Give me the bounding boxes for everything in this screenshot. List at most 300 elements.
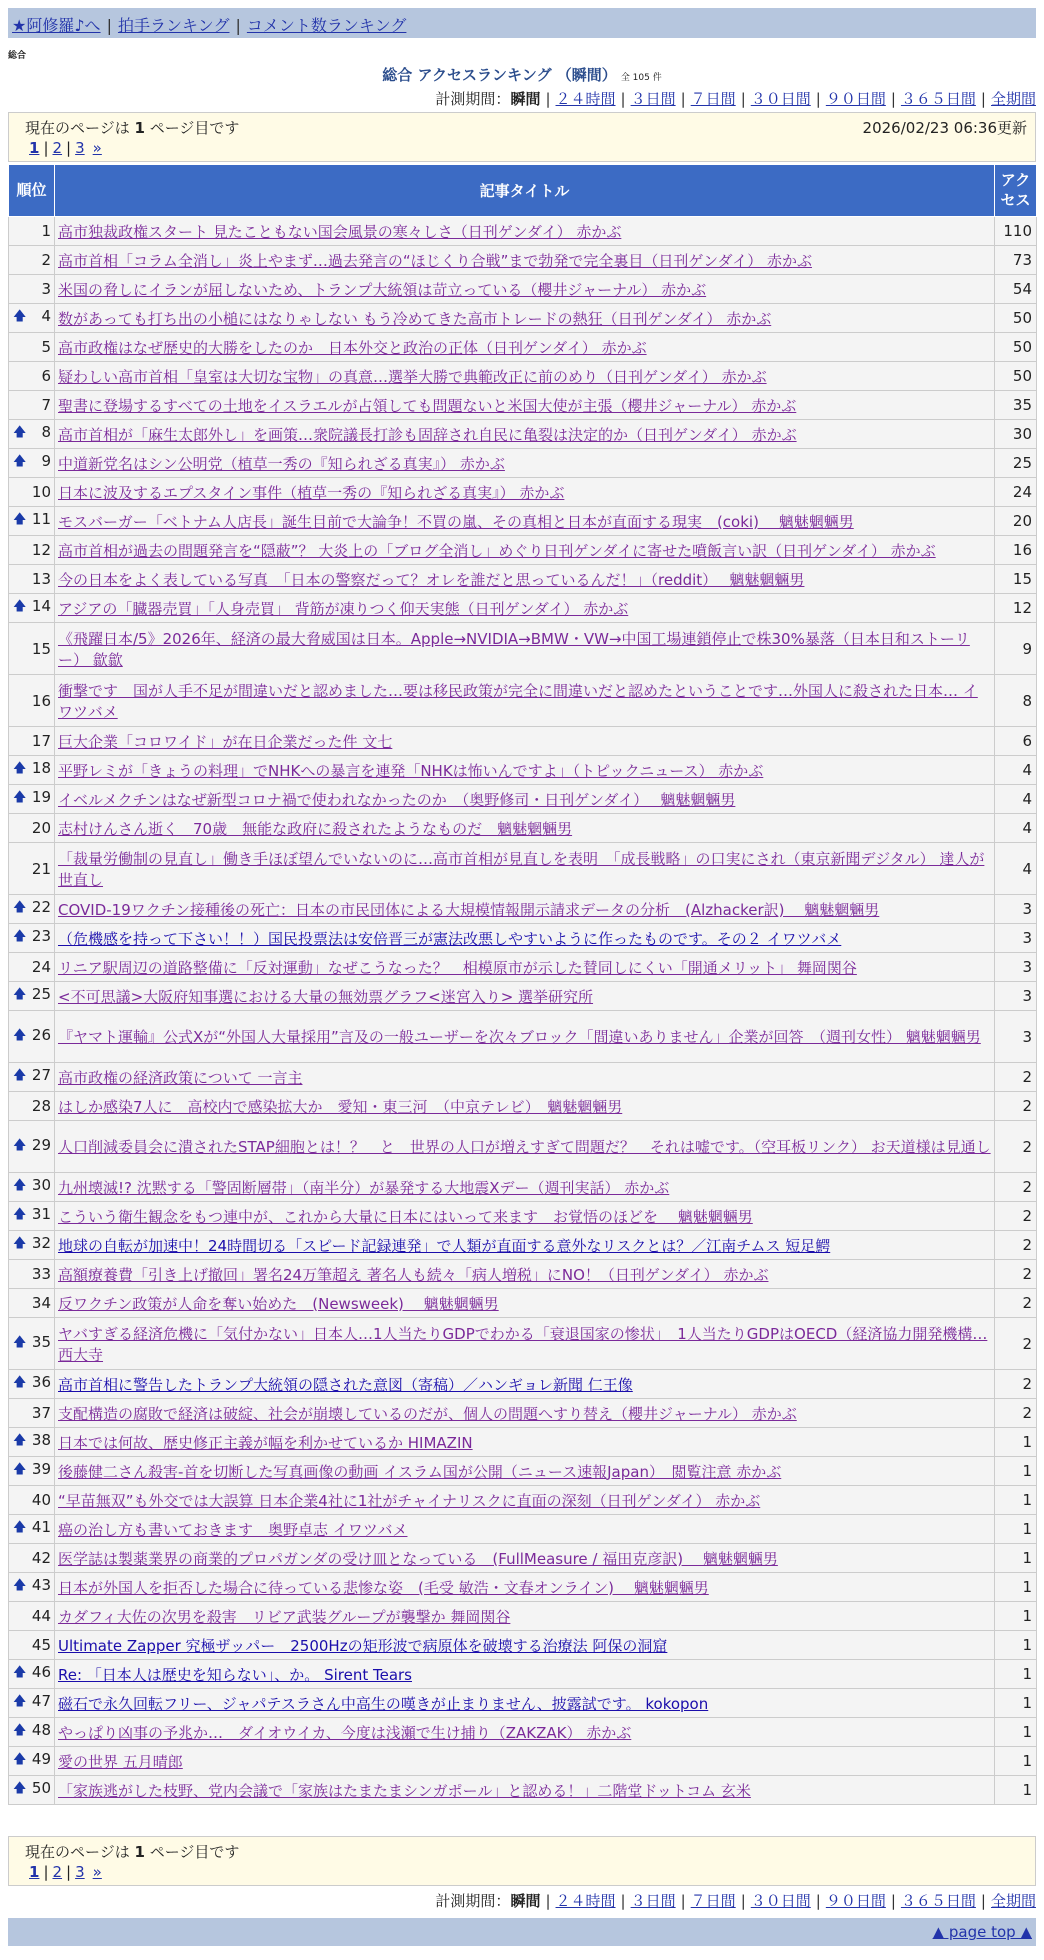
article-title-link[interactable]: 志村けんさん逝く 70歳 無能な政府に殺されたようなものだ 魑魅魍魎男	[58, 819, 573, 838]
ranking-row	[9, 982, 1037, 1011]
access-count: 3	[995, 982, 1037, 1011]
rank-up-arrow-icon: 🡅	[13, 1068, 27, 1083]
title-cell	[55, 246, 995, 275]
rank-up-arrow-icon: 🡅	[13, 1781, 27, 1796]
article-title-link[interactable]: リニア駅周辺の道路整備に「反対運動」なぜこうなった？ 相模原市が示した賛同しにくい「開通メリット」 舞岡関谷	[58, 958, 857, 977]
ranking-row	[9, 1260, 1037, 1289]
col-access-header: アクセス	[995, 165, 1037, 217]
page-link[interactable]: 2	[52, 139, 63, 157]
article-title-link[interactable]: 数があっても打ち出の小槌にはなりゃしない もう冷めてきた高市トレードの熱狂（日刊ゲンダイ） 赤かぶ	[58, 309, 772, 328]
ranking-row	[9, 1544, 1037, 1573]
rank-number: 43	[31, 1576, 51, 1594]
ranking-row	[9, 924, 1037, 953]
ranking-row	[9, 1428, 1037, 1457]
rank-cell	[9, 1660, 55, 1689]
rank-cell	[9, 756, 55, 785]
article-title-link[interactable]: モスバーガー「ベトナム人店長」誕生目前で大論争！不買の嵐、その真相と日本が直面する現実 (coki) 魑魅魍魎男	[58, 512, 854, 531]
rank-cell	[9, 727, 55, 756]
period-option-link[interactable]: ２４時間	[555, 90, 616, 108]
page-separator: |	[43, 139, 49, 157]
access-count: 1	[995, 1486, 1037, 1515]
article-title-link[interactable]: 「裁量労働制の見直し」働き手ほぼ望んでいないのに…高市首相が見直しを表明 「成長戦略」の口実にされ（東京新聞デジタル） 達人が世直し	[58, 849, 985, 889]
article-title-link[interactable]: 日本では何故、歴史修正主義が幅を利かせているか HIMAZIN	[58, 1433, 473, 1452]
article-title-link[interactable]: 平野レミが「きょうの料理」でNHKへの暴言を連発「NHKは怖いんですよ」（トピックニュース） 赤かぶ	[58, 761, 764, 780]
ranking-row	[9, 478, 1037, 507]
ranking-row	[9, 1370, 1037, 1399]
title-cell	[55, 1202, 995, 1231]
ranking-row	[9, 536, 1037, 565]
article-title-link[interactable]: 癌の治し方も書いておきます 奥野卓志 イワツバメ	[58, 1520, 408, 1539]
ranking-row	[9, 420, 1037, 449]
title-cell	[55, 924, 995, 953]
ranking-row	[9, 391, 1037, 420]
rank-cell	[9, 1318, 55, 1370]
ranking-row	[9, 1092, 1037, 1121]
ranking-row	[9, 1202, 1037, 1231]
period-option-link[interactable]: ９０日間	[825, 1892, 886, 1910]
title-cell	[55, 1660, 995, 1689]
period-option-link[interactable]: 全期間	[990, 90, 1036, 108]
title-cell	[55, 895, 995, 924]
rank-cell	[9, 1428, 55, 1457]
rank-up-arrow-icon: 🡅	[13, 454, 27, 469]
rank-cell	[9, 1092, 55, 1121]
rank-number: 25	[31, 985, 51, 1003]
ranking-row	[9, 594, 1037, 623]
access-count: 73	[995, 246, 1037, 275]
rank-cell	[9, 1631, 55, 1660]
rank-cell	[9, 362, 55, 391]
title-cell	[55, 1231, 995, 1260]
period-option-link[interactable]: 全期間	[990, 1892, 1036, 1910]
article-title-link[interactable]: 高市政権の経済政策について 一言主	[58, 1068, 303, 1087]
title-cell	[55, 1399, 995, 1428]
rank-cell	[9, 982, 55, 1011]
article-title-link[interactable]: 高市首相が過去の問題発言を“隠蔽”？ 大炎上の「ブログ全消し」めぐり日刊ゲンダイに寄せた噴飯言い訳（日刊ゲンダイ） 赤かぶ	[58, 541, 936, 560]
rank-number: 10	[31, 483, 51, 501]
ranking-row	[9, 1289, 1037, 1318]
period-current: 瞬間	[510, 1892, 541, 1910]
rank-number: 24	[31, 958, 51, 976]
rank-up-arrow-icon: 🡅	[13, 929, 27, 944]
rank-number: 20	[31, 819, 51, 837]
rank-up-arrow-icon: 🡅	[13, 1694, 27, 1709]
ranking-row	[9, 1063, 1037, 1092]
rank-number: 39	[31, 1460, 51, 1478]
access-count: 2	[995, 1231, 1037, 1260]
ranking-row	[9, 217, 1037, 246]
rank-up-arrow-icon: 🡅	[13, 1752, 27, 1767]
rank-cell	[9, 924, 55, 953]
rank-number: 41	[31, 1518, 51, 1536]
rank-up-arrow-icon: 🡅	[13, 1665, 27, 1680]
page-link-current[interactable]: 1	[29, 139, 40, 157]
ranking-header-row	[9, 165, 1037, 217]
title-cell	[55, 217, 995, 246]
rank-number: 50	[31, 1779, 51, 1797]
article-title-link[interactable]: 支配構造の腐敗で経済は破綻、社会が崩壊しているのだが、個人の問題へすり替え（櫻井ジャーナル） 赤かぶ	[58, 1404, 797, 1423]
current-page-pre: 現在のページは	[25, 119, 135, 137]
article-title-link[interactable]: 巨大企業「コロワイド」が在日企業だった件 文七	[58, 732, 393, 751]
col-rank-header: 順位	[9, 165, 55, 217]
ranking-row	[9, 1602, 1037, 1631]
rank-cell	[9, 217, 55, 246]
access-count: 1	[995, 1457, 1037, 1486]
title-cell	[55, 1747, 995, 1776]
ranking-row	[9, 623, 1037, 675]
article-title-link[interactable]: 人口削減委員会に潰されたSTAP細胞とは！？ と 世界の人口が増えすぎて問題だ？ それは嘘です。（空耳板リンク） お天道様は見通し	[58, 1138, 991, 1156]
access-count: 4	[995, 785, 1037, 814]
rank-cell	[9, 1776, 55, 1805]
rank-number: 38	[31, 1431, 51, 1449]
rank-number: 45	[31, 1636, 51, 1654]
current-page-text	[25, 117, 239, 138]
period-separator: |	[815, 90, 821, 108]
article-title-link[interactable]: Ultimate Zapper 究極ザッパー 2500Hzの矩形波で病原体を破壊する治療法 阿保の洞窟	[58, 1636, 668, 1655]
period-current: 瞬間	[510, 90, 541, 108]
title-cell	[55, 1776, 995, 1805]
rank-cell	[9, 507, 55, 536]
title-cell	[55, 1602, 995, 1631]
page-next-link[interactable]: »	[92, 1863, 102, 1881]
period-option-link[interactable]: ３６５日間	[900, 1892, 976, 1910]
rank-up-arrow-icon: 🡅	[13, 1433, 27, 1448]
article-title-link[interactable]: こういう衛生観念をもつ連中が、これから大量に日本にはいって来ます お覚悟のほどを 魑魅魍魎男	[58, 1207, 753, 1226]
rank-cell	[9, 785, 55, 814]
nav-home-link[interactable]: ★阿修羅♪へ	[12, 16, 101, 35]
article-title-link[interactable]: 「家族逃がした枝野、党内会議で「家族はたまたまシンガポール」と認める！」二階堂ドットコム 玄米	[58, 1781, 751, 1800]
rank-number: 48	[31, 1721, 51, 1739]
rank-number: 37	[31, 1404, 51, 1422]
rank-up-arrow-icon: 🡅	[13, 425, 27, 440]
access-count: 2	[995, 1370, 1037, 1399]
page-link[interactable]: 3	[75, 139, 85, 157]
period-separator: |	[620, 90, 626, 108]
title-cell	[55, 1260, 995, 1289]
article-title-link[interactable]: （危機感を持って下さい！！）国民投票法は安倍晋三が憲法改悪しやすいように作ったものです。その２ イワツバメ	[58, 929, 842, 948]
rank-cell	[9, 1689, 55, 1718]
rank-cell	[9, 1121, 55, 1173]
article-title-link[interactable]: 衝撃です 国が人手不足が間違いだと認めました…要は移民政策が完全に間違いだと認めたということです…外国人に殺された日本… イワツバメ	[58, 681, 978, 721]
rank-cell	[9, 1173, 55, 1202]
article-title-link[interactable]: 九州壊滅!? 沈黙する「警固断層帯」（南半分）が暴発する大地震Xデー（週刊実話） 赤かぶ	[58, 1178, 670, 1197]
period-separator: |	[980, 1892, 986, 1910]
title-cell	[55, 1318, 995, 1370]
title-cell	[55, 1121, 995, 1173]
rank-cell	[9, 1486, 55, 1515]
access-count: 50	[995, 362, 1037, 391]
rank-cell	[9, 1544, 55, 1573]
rank-number: 17	[31, 732, 51, 750]
ranking-row	[9, 1689, 1037, 1718]
rank-cell	[9, 246, 55, 275]
article-title-link[interactable]: 中道新党名はシン公明党（植草一秀の『知られざる真実』） 赤かぶ	[58, 454, 505, 473]
rank-number: 21	[31, 859, 51, 878]
rank-cell	[9, 1515, 55, 1544]
current-page-post: ページ目です	[144, 119, 240, 137]
title-cell	[55, 953, 995, 982]
title-cell	[55, 594, 995, 623]
rank-number: 49	[31, 1750, 51, 1768]
article-title-link[interactable]: ヤバすぎる経済危機に「気付かない」日本人…1人当たりGDPでわかる「衰退国家の惨状」 1人当たりGDPはOECD（経済協力開発機構… 西大寺	[58, 1324, 988, 1364]
period-option-link[interactable]: ３６５日間	[900, 90, 976, 108]
rank-number: 15	[31, 639, 51, 658]
article-title-link[interactable]: 地球の自転が加速中！24時間切る「スピード記録連発」で人類が直面する意外なリスクとは？／江南チムス 短足鰐	[58, 1236, 831, 1255]
ranking-row	[9, 727, 1037, 756]
title-cell	[55, 1631, 995, 1660]
rank-up-arrow-icon: 🡅	[13, 900, 27, 915]
article-title-link[interactable]: COVID-19ワクチン接種後の死亡：日本の市民団体による大規模情報開示請求データの分析 (Alzhacker訳) 魑魅魍魎男	[58, 900, 880, 919]
article-title-link[interactable]: 反ワクチン政策が人命を奪い始めた (Newsweek) 魑魅魍魎男	[58, 1294, 499, 1313]
access-count: 2	[995, 1202, 1037, 1231]
access-count: 1	[995, 1631, 1037, 1660]
ranking-row	[9, 895, 1037, 924]
rank-cell	[9, 843, 55, 895]
page-links	[29, 139, 102, 157]
period-selector-bottom	[435, 1890, 1036, 1911]
ranking-row	[9, 333, 1037, 362]
title-cell	[55, 1370, 995, 1399]
rank-number: 42	[31, 1549, 51, 1567]
ranking-row	[9, 1318, 1037, 1370]
title-cell	[55, 1689, 995, 1718]
article-title-link[interactable]: 米国の脅しにイランが屈しないため、トランプ大統領は苛立っている（櫻井ジャーナル） 赤かぶ	[58, 280, 707, 299]
access-count: 2	[995, 1399, 1037, 1428]
rank-number: 7	[41, 396, 51, 414]
period-option-link[interactable]: ７日間	[690, 1892, 736, 1910]
article-title-link[interactable]: イベルメクチンはなぜ新型コロナ禍で使われなかったのか （奥野修司・日刊ゲンダイ） 魑魅魍魎男	[58, 790, 736, 809]
article-title-link[interactable]: 医学誌は製薬業界の商業的プロパガンダの受け皿となっている (FullMeasure / 福田克彦訳) 魑魅魍魎男	[58, 1549, 778, 1568]
rank-number: 36	[31, 1373, 51, 1391]
title-cell	[55, 1457, 995, 1486]
period-separator: |	[740, 90, 746, 108]
article-title-link[interactable]: Re: 「日本人は歴史を知らない」、か。 Sirent Tears	[58, 1665, 412, 1684]
access-count: 9	[995, 623, 1037, 675]
rank-cell	[9, 895, 55, 924]
nav-separator: |	[106, 16, 112, 35]
article-title-link[interactable]: 疑わしい高市首相「皇室は大切な宝物」の真意…選挙大勝で典範改正に前のめり（日刊ゲンダイ） 赤かぶ	[58, 367, 767, 386]
period-separator: |	[815, 1892, 821, 1910]
access-count: 3	[995, 895, 1037, 924]
article-title-link[interactable]: アジアの「臓器売買」「人身売買」 背筋が凍りつく仰天実態（日刊ゲンダイ） 赤かぶ	[58, 599, 629, 618]
access-count: 110	[995, 217, 1037, 246]
article-title-link[interactable]: 今の日本をよく表している写真 「日本の警察だって？オレを誰だと思っているんだ！」（reddit） 魑魅魍魎男	[58, 570, 805, 589]
access-count: 2	[995, 1318, 1037, 1370]
title-cell	[55, 1486, 995, 1515]
rank-cell	[9, 391, 55, 420]
rank-cell	[9, 536, 55, 565]
page-separator: |	[43, 1863, 49, 1881]
period-option-link[interactable]: ２４時間	[555, 1892, 616, 1910]
current-page-number: 1	[134, 119, 145, 137]
period-option-link[interactable]: ３日間	[630, 90, 676, 108]
rank-number: 19	[31, 788, 51, 806]
rank-number: 29	[31, 1135, 51, 1154]
title-cell	[55, 362, 995, 391]
page-link[interactable]: 2	[52, 1863, 63, 1881]
page-link[interactable]: 3	[75, 1863, 85, 1881]
rank-number: 35	[31, 1332, 51, 1351]
article-title-link[interactable]: カダフィ大佐の次男を殺害 リビア武装グループが襲撃か 舞岡関谷	[58, 1607, 511, 1626]
article-title-link[interactable]: “早苗無双”も外交では大誤算 日本企業4社に1社がチャイナリスクに直面の深刻（日刊ゲンダイ） 赤かぶ	[58, 1491, 761, 1510]
title-cell	[55, 536, 995, 565]
rank-up-arrow-icon: 🡅	[13, 1375, 27, 1390]
nav-applause-ranking-link[interactable]: 拍手ランキング	[117, 16, 230, 35]
period-separator: |	[680, 90, 686, 108]
rank-cell	[9, 1457, 55, 1486]
rank-number: 33	[31, 1265, 51, 1283]
page-separator: |	[66, 1863, 72, 1881]
current-page-post: ページ目です	[144, 1843, 240, 1861]
ranking-row	[9, 953, 1037, 982]
access-count: 2	[995, 1092, 1037, 1121]
rank-cell	[9, 1231, 55, 1260]
page-top-link[interactable]: ▲ page top ▲	[932, 1923, 1032, 1941]
ranking-row	[9, 1457, 1037, 1486]
ranking-row	[9, 565, 1037, 594]
rank-up-arrow-icon: 🡅	[13, 761, 27, 776]
rank-up-arrow-icon: 🡅	[13, 1723, 27, 1738]
access-count: 50	[995, 304, 1037, 333]
rank-cell	[9, 1399, 55, 1428]
rank-cell	[9, 1260, 55, 1289]
article-title-link[interactable]: 高市首相が「麻生太郎外し」を画策…衆院議長打診も固辞され自民に亀裂は決定的か（日刊ゲンダイ） 赤かぶ	[58, 425, 797, 444]
title-cell	[55, 623, 995, 675]
rank-number: 13	[31, 570, 51, 588]
title-cell	[55, 1544, 995, 1573]
title-cell	[55, 727, 995, 756]
ranking-row	[9, 1718, 1037, 1747]
rank-up-arrow-icon: 🡅	[13, 1334, 27, 1350]
pager-top	[8, 112, 1036, 162]
rank-cell	[9, 675, 55, 727]
ranking-row	[9, 1399, 1037, 1428]
rank-number: 6	[41, 367, 51, 385]
title-cell	[55, 478, 995, 507]
access-count: 2	[995, 1121, 1037, 1173]
access-count: 15	[995, 565, 1037, 594]
ranking-body	[9, 217, 1037, 1805]
access-count: 35	[995, 391, 1037, 420]
period-option-link[interactable]: ９０日間	[825, 90, 886, 108]
article-title-link[interactable]: 日本に波及するエプスタイン事件（植草一秀の『知られざる真実』） 赤かぶ	[58, 483, 565, 502]
article-title-link[interactable]: 磁石で永久回転フリー、ジャパテスラさん中高生の嘆きが止まりません、披露試です。 kokopon	[58, 1694, 709, 1713]
rank-cell	[9, 275, 55, 304]
ranking-row	[9, 1486, 1037, 1515]
rank-cell	[9, 814, 55, 843]
rank-up-arrow-icon: 🡅	[13, 309, 27, 324]
ranking-table	[8, 164, 1037, 1805]
article-title-link[interactable]: 後藤健二さん殺害-首を切断した写真画像の動画 イスラム国が公開（ニュース速報Japan） 閲覧注意 赤かぶ	[58, 1462, 782, 1481]
access-count: 1	[995, 1689, 1037, 1718]
period-option-link[interactable]: ７日間	[690, 90, 736, 108]
article-title-link[interactable]: <不可思議>大阪府知事選における大量の無効票グラフ<迷宮入り> 選挙研究所	[58, 987, 594, 1006]
article-title-link[interactable]: 聖書に登場するすべての土地をイスラエルが占領しても問題ないと米国大使が主張（櫻井ジャーナル） 赤かぶ	[58, 396, 797, 415]
ranking-row	[9, 1573, 1037, 1602]
article-title-link[interactable]: 『ヤマト運輸』公式Xが“外国人大量採用”言及の一般ユーザーを次々ブロック「間違いありません」企業が回答 （週刊女性） 魑魅魍魎男	[58, 1028, 981, 1046]
access-count: 25	[995, 449, 1037, 478]
ranking-row	[9, 1121, 1037, 1173]
pager-bottom	[8, 1836, 1036, 1886]
rank-cell	[9, 565, 55, 594]
title-cell	[55, 449, 995, 478]
ranking-row	[9, 1747, 1037, 1776]
period-option-link[interactable]: ３０日間	[750, 1892, 811, 1910]
page-link-current[interactable]: 1	[29, 1863, 40, 1881]
title-cell	[55, 333, 995, 362]
ranking-row	[9, 756, 1037, 785]
access-count: 1	[995, 1544, 1037, 1573]
rank-cell	[9, 1718, 55, 1747]
article-title-link[interactable]: やっぱり凶事の予兆か… ダイオウイカ、今度は浅瀬で生け捕り（ZAKZAK） 赤かぶ	[58, 1723, 632, 1742]
access-count: 2	[995, 1173, 1037, 1202]
title-cell	[55, 565, 995, 594]
rank-up-arrow-icon: 🡅	[13, 1578, 27, 1593]
article-title-link[interactable]: 日本が外国人を拒否した場合に待っている悲惨な姿 (毛受 敏浩・文春オンライン) 魑魅魍魎男	[58, 1578, 709, 1597]
ranking-row	[9, 275, 1037, 304]
article-title-link[interactable]: 《飛躍日本/5》2026年、経済の最大脅威国は日本。Apple→NVIDIA→BMW・VW→中国工場連鎖停止で株30%暴落（日本日和ストーリー） 歙歙	[58, 629, 970, 669]
rank-number: 27	[31, 1066, 51, 1084]
access-count: 8	[995, 675, 1037, 727]
page-separator: |	[66, 139, 72, 157]
rank-number: 26	[31, 1025, 51, 1044]
rank-up-arrow-icon: 🡅	[13, 1520, 27, 1535]
title-cell	[55, 675, 995, 727]
rank-up-arrow-icon: 🡅	[13, 1137, 27, 1153]
article-title-link[interactable]: 高市政権はなぜ歴史的大勝をしたのか 日本外交と政治の正体（日刊ゲンダイ） 赤かぶ	[58, 338, 647, 357]
period-label: 計測期間：	[435, 90, 511, 108]
access-count: 2	[995, 1063, 1037, 1092]
ranking-row	[9, 814, 1037, 843]
rank-up-arrow-icon: 🡅	[13, 790, 27, 805]
rank-number: 2	[41, 251, 51, 269]
rank-up-arrow-icon: 🡅	[13, 1207, 27, 1222]
article-title-link[interactable]: 高市独裁政権スタート 見たこともない国会風景の寒々しさ（日刊ゲンダイ） 赤かぶ	[58, 222, 622, 241]
title-cell	[55, 1011, 995, 1063]
ranking-row	[9, 1515, 1037, 1544]
rank-cell	[9, 1202, 55, 1231]
access-count: 2	[995, 1289, 1037, 1318]
title-cell	[55, 1289, 995, 1318]
ranking-row	[9, 1776, 1037, 1805]
ranking-row	[9, 675, 1037, 727]
period-option-link[interactable]: ３０日間	[750, 90, 811, 108]
ranking-row	[9, 507, 1037, 536]
rank-cell	[9, 478, 55, 507]
rank-up-arrow-icon: 🡅	[13, 987, 27, 1002]
article-title-link[interactable]: 高市首相「コラム全消し」炎上やまず…過去発言の“ほじくり合戦”まで勃発で完全裏目（日刊ゲンダイ） 赤かぶ	[58, 251, 812, 270]
article-title-link[interactable]: 高市首相に警告したトランプ大統領の隠された意図（寄稿）／ハンギョレ新聞 仁王像	[58, 1375, 633, 1394]
access-count: 54	[995, 275, 1037, 304]
period-option-link[interactable]: ３日間	[630, 1892, 676, 1910]
rank-number: 14	[31, 597, 51, 615]
rank-number: 23	[31, 927, 51, 945]
rank-cell	[9, 1289, 55, 1318]
article-title-link[interactable]: はしか感染7人に 高校内で感染拡大か 愛知・東三河 （中京テレビ） 魑魅魍魎男	[58, 1097, 623, 1116]
ranking-row	[9, 1231, 1037, 1260]
article-title-link[interactable]: 愛の世界 五月晴郎	[58, 1752, 183, 1771]
page-next-link[interactable]: »	[92, 139, 102, 157]
rank-cell	[9, 1011, 55, 1063]
title-cell	[55, 785, 995, 814]
nav-comment-ranking-link[interactable]: コメント数ランキング	[246, 16, 407, 35]
rank-cell	[9, 623, 55, 675]
access-count: 3	[995, 953, 1037, 982]
access-count: 12	[995, 594, 1037, 623]
article-title-link[interactable]: 高額療養費「引き上げ撤回」署名24万筆超え 著名人も続々「病人増税」にNO！（日刊ゲンダイ） 赤かぶ	[58, 1265, 769, 1284]
title-cell	[55, 1173, 995, 1202]
period-separator: |	[680, 1892, 686, 1910]
